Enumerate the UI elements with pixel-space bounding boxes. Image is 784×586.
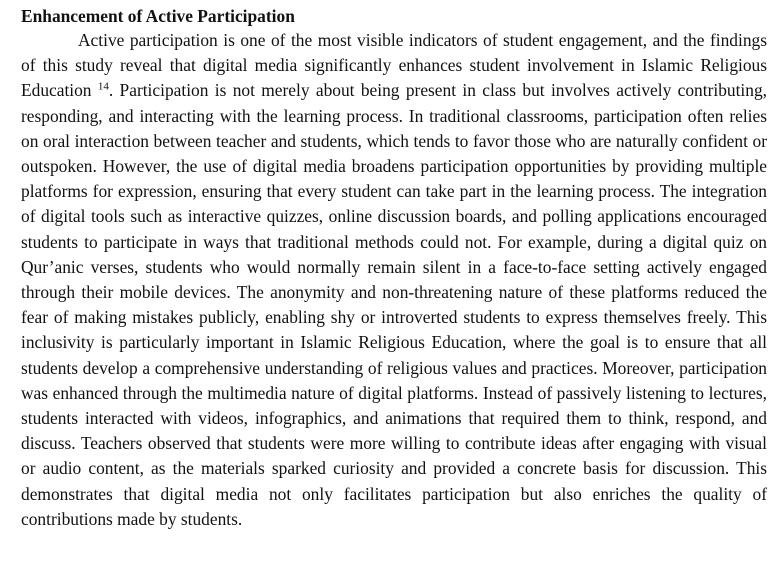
paragraph-text-part2: . Participation is not merely about being present in class but involves actively contributing, responding, and interacting with the learning process. In traditional classrooms, participation often relies on oral interaction between teacher and students, which tends to favor those who are naturally confident or outspoken. However, the use of digital media broadens participation opportunities by providing multiple platforms for expression, ensuring that every student can take part in the learning process. The integration of digital tools such as interactive quizzes, online discussion boards, and polling applications encouraged students to participate in ways that traditional methods could not. For example, during a digital quiz on Qur’anic verses, students who would normally remain silent in a face-to-face setting actively engaged through their mobile devices. The anonymity and non-threatening nature of these platforms reduced the fear of making mistakes publicly, enabling shy or introverted students to express themselves freely. This inclusivity is particularly important in Islamic Religious Education, where the goal is to ensure that all students develop a comprehensive understanding of religious values and practices. Moreover, participation was enhanced through the multimedia nature of digital platforms. Instead of passively listening to lectures, students interacted with videos, infographics, and animations that required them to think, respond, and discuss. Teachers observed that students were more willing to contribute ideas after engaging with visual or audio content, as the materials sparked curiosity and provided a concrete basis for discussion. This demonstrates that digital media not only facilitates participation but also enriches the quality of contributions made by students. [21, 80, 767, 529]
paragraph-text-part1: Active participation is one of the most visible indicators of student engagement, and the findings of this study reveal that digital media significantly enhances student involvement in Islamic Religious Education [21, 30, 767, 101]
document-page [21, 4, 767, 532]
body-paragraph [21, 28, 767, 532]
footnote-reference[interactable]: 14 [97, 80, 109, 93]
section-heading: Enhancement of Active Participation [21, 6, 295, 26]
